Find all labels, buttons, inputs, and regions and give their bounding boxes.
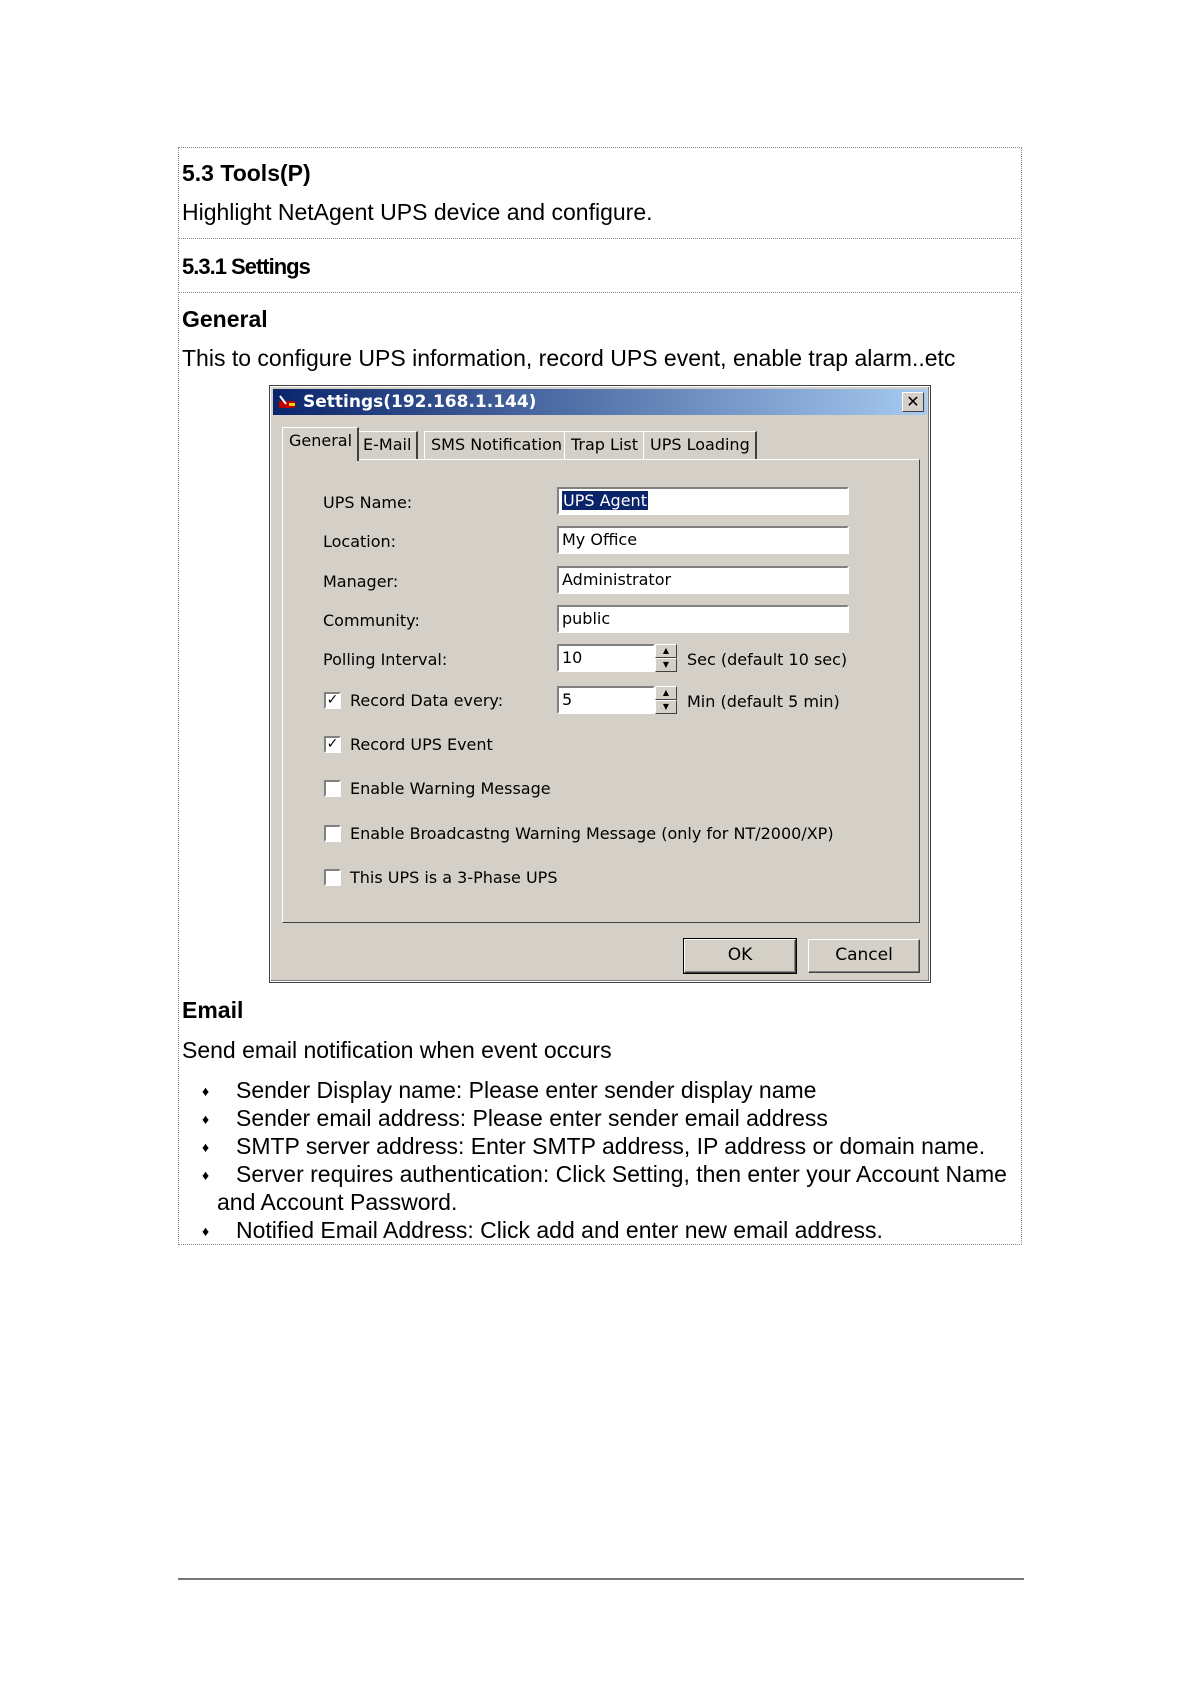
polling-interval-input[interactable]: 10 [557,644,655,672]
list-item: SMTP server address: Enter SMTP address, IP address or domain name. [236,1133,986,1159]
enable-broadcast-checkbox[interactable] [324,825,341,842]
spin-up-icon[interactable]: ▲ [655,644,677,658]
three-phase-checkbox[interactable] [324,869,341,886]
list-item-continuation: and Account Password. [217,1189,458,1215]
record-ups-event-label: Record UPS Event [350,735,493,754]
dialog-title: Settings(192.168.1.144) [303,392,537,412]
spin-down-icon[interactable]: ▼ [655,658,677,672]
close-icon: ✕ [906,392,920,411]
divider [178,238,1022,239]
community-label: Community: [323,611,420,630]
check-icon: ✓ [326,692,339,708]
general-panel [282,459,920,923]
record-data-label: Record Data every: [350,691,504,710]
three-phase-label: This UPS is a 3-Phase UPS [350,868,558,887]
location-input[interactable]: My Office [557,526,849,554]
community-input[interactable]: public [557,605,849,633]
location-label: Location: [323,532,397,551]
ok-button[interactable]: OK [684,939,796,973]
section-intro: Highlight NetAgent UPS device and configure. [182,199,653,225]
spin-up-icon[interactable]: ▲ [655,686,677,700]
subsection-title: 5.3.1 Settings [182,254,310,279]
section-title: 5.3 Tools(P) [182,160,311,186]
dialog-titlebar [273,389,927,415]
email-heading: Email [182,997,244,1023]
general-heading: General [182,306,268,332]
app-icon [277,392,299,412]
ups-name-input[interactable]: UPS Agent [557,487,849,515]
bullet-icon: ♦ [202,1083,210,1099]
tab-sms-notification[interactable]: SMS Notification [424,431,569,459]
general-text: This to configure UPS information, record UPS event, enable trap alarm..etc [182,345,956,371]
polling-interval-label: Polling Interval: [323,650,448,669]
cancel-button[interactable]: Cancel [808,939,920,973]
settings-dialog [270,386,930,982]
bullet-icon: ♦ [202,1139,210,1155]
footer-rule [178,1578,1024,1580]
tab-general[interactable]: General [282,427,359,461]
polling-interval-hint: Sec (default 10 sec) [687,650,848,669]
close-button[interactable] [902,392,924,412]
divider [178,292,1022,293]
ups-name-label: UPS Name: [323,493,413,512]
spin-down-icon[interactable]: ▼ [655,700,677,714]
enable-warning-checkbox[interactable] [324,780,341,797]
bullet-icon: ♦ [202,1223,210,1239]
record-data-hint: Min (default 5 min) [687,692,840,711]
bullet-icon: ♦ [202,1167,210,1183]
list-item: Server requires authentication: Click Setting, then enter your Account Name [236,1161,1007,1187]
manager-label: Manager: [323,572,399,591]
record-data-spinner[interactable] [655,686,677,714]
email-text: Send email notification when event occurs [182,1037,612,1063]
tab-trap-list[interactable]: Trap List [564,431,645,459]
tab-email[interactable]: E-Mail [356,431,418,459]
polling-interval-spinner[interactable] [655,644,677,672]
tab-ups-loading[interactable]: UPS Loading [643,431,757,459]
list-item: Notified Email Address: Click add and enter new email address. [236,1217,883,1243]
record-ups-event-checkbox[interactable] [324,736,341,753]
manager-input[interactable]: Administrator [557,566,849,594]
record-data-input[interactable]: 5 [557,686,655,714]
check-icon: ✓ [326,736,339,752]
bullet-icon: ♦ [202,1111,210,1127]
list-item: Sender email address: Please enter sender email address [236,1105,828,1131]
record-data-checkbox[interactable] [324,692,341,709]
list-item: Sender Display name: Please enter sender display name [236,1077,817,1103]
enable-warning-label: Enable Warning Message [350,779,551,798]
enable-broadcast-label: Enable Broadcastng Warning Message (only for NT/2000/XP) [350,824,834,843]
